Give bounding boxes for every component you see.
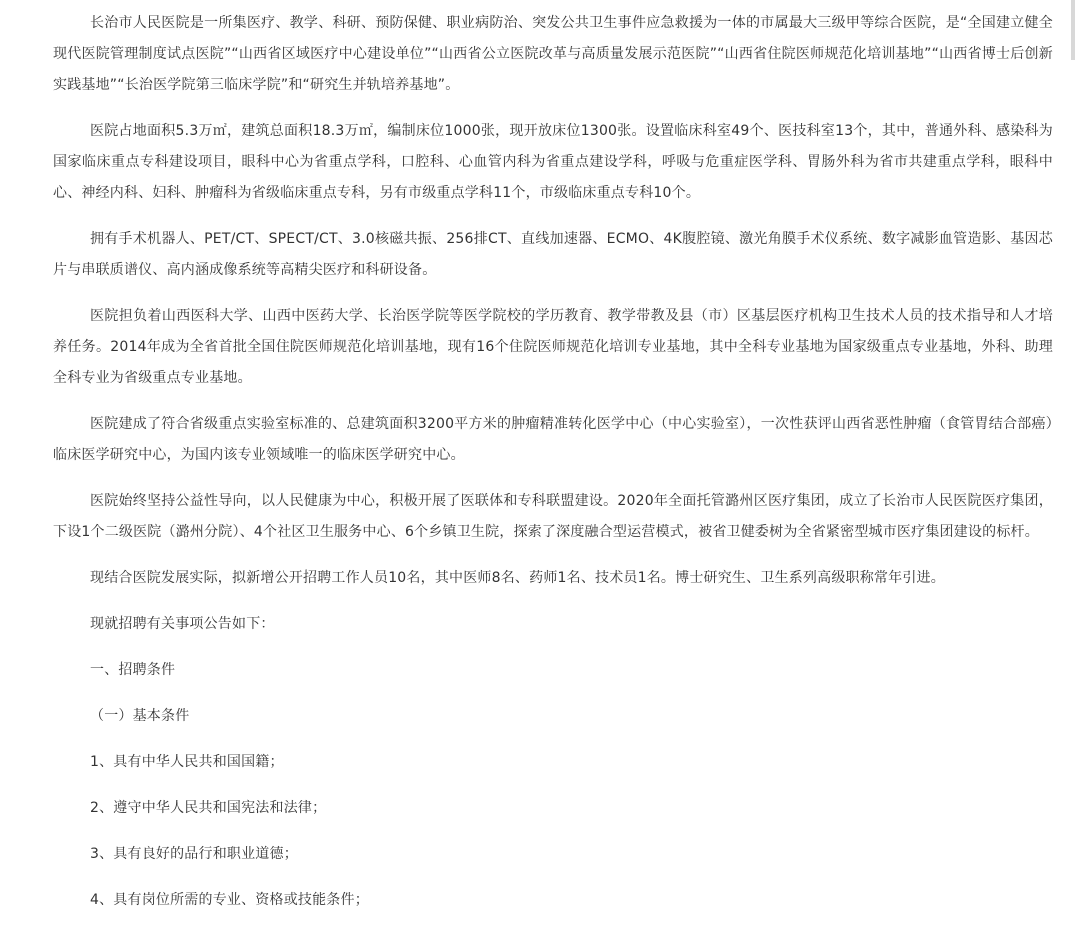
research-paragraph: 医院建成了符合省级重点实验室标准的、总建筑面积3200平方米的肿瘤精准转化医学中心（中心实验室），一次性获评山西省恶性肿瘤（食管胃结合部癌）临床医学研究中心，为国内该专业领域唯一的临床医学研究中心。 [53, 416, 1053, 463]
intro-paragraph: 长治市人民医院是一所集医疗、教学、科研、预防保健、职业病防治、突发公共卫生事件应急救援为一体的市属最大三级甲等综合医院，是“全国建立健全现代医院管理制度试点医院”“山西省区域医疗中心建设单位”“山西省公立医院改革与高质量发展示范医院”“山西省住院医师规范化培训基地”“山西省博士后创新实践基地”“长治医学院第三临床学院”和“研究生并轨培养基地”。 [53, 15, 1053, 93]
subsection-heading-basic: （一）基本条件 [90, 708, 190, 724]
condition-item: 1、具有中华人民共和国国籍； [90, 754, 284, 770]
condition-item: 3、具有良好的品行和职业道德； [90, 846, 298, 862]
facility-paragraph: 医院占地面积5.3万㎡，建筑总面积18.3万㎡，编制床位1000张，现开放床位1300张。设置临床科室49个、医技科室13个，其中，普通外科、感染科为国家临床重点专科建设项目，眼科中心为省重点学科，口腔科、心血管内科为省重点建设学科，呼吸与危重症医学科、胃肠外科为省市共建重点学科，眼科中心、神经内科、妇科、肿瘤科为省级临床重点专科，另有市级重点学科11个，市级临床重点专科10个。 [53, 123, 1053, 201]
article-body [53, 8, 1053, 931]
recruitment-summary-paragraph: 现结合医院发展实际，拟新增公开招聘工作人员10名，其中医师8名、药师1名、技术员1名。博士研究生、卫生系列高级职称常年引进。 [90, 570, 945, 586]
condition-item: 2、遵守中华人民共和国宪法和法律； [90, 800, 327, 816]
condition-item: 4、具有岗位所需的专业、资格或技能条件； [90, 892, 369, 908]
education-paragraph: 医院担负着山西医科大学、山西中医药大学、长治医学院等医学院校的学历教育、教学带教及县（市）区基层医疗机构卫生技术人员的技术指导和人才培养任务。2014年成为全省首批全国住院医师规范化培训基地，现有16个住院医师规范化培训专业基地，其中全科专业基地为国家级重点专业基地，外科、助理全科专业为省级重点专业基地。 [53, 308, 1053, 386]
scrollbar[interactable] [1071, 0, 1075, 60]
section-heading-conditions: 一、招聘条件 [90, 662, 176, 678]
announcement-intro: 现就招聘有关事项公告如下： [90, 616, 275, 632]
public-welfare-paragraph: 医院始终坚持公益性导向，以人民健康为中心，积极开展了医联体和专科联盟建设。2020年全面托管潞州区医疗集团，成立了长治市人民医院医疗集团，下设1个二级医院（潞州分院）、4个社区卫生服务中心、6个乡镇卫生院，探索了深度融合型运营模式，被省卫健委树为全省紧密型城市医疗集团建设的标杆。 [53, 493, 1053, 540]
equipment-paragraph: 拥有手术机器人、PET/CT、SPECT/CT、3.0核磁共振、256排CT、直线加速器、ECMO、4K腹腔镜、激光角膜手术仪系统、数字减影血管造影、基因芯片与串联质谱仪、高内涵成像系统等高精尖医疗和科研设备。 [53, 231, 1053, 278]
